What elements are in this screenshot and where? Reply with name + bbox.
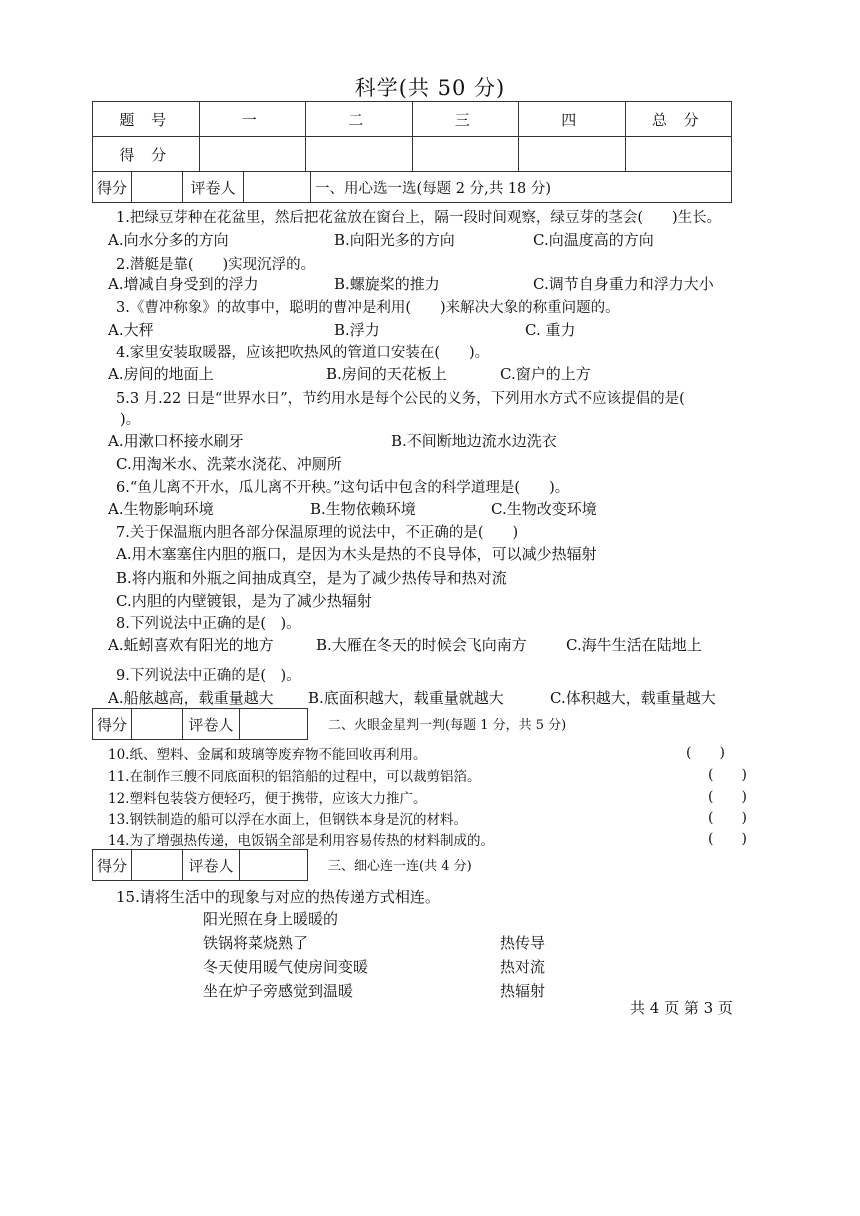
option: A.向水分多的方向	[108, 231, 229, 249]
question-4: 4.家里安装取暖器，应该把吹热风的管道口安装在( )。	[116, 345, 490, 361]
score-header-cell: 三	[412, 102, 519, 137]
grader-reviewer-label: 评卷人	[183, 172, 244, 202]
option: C.调节自身重力和浮力大小	[533, 275, 714, 293]
score-cell-empty[interactable]	[519, 137, 626, 172]
option: A.船舷越高，载重量越大	[108, 689, 274, 707]
grader-score-label: 得分	[93, 850, 132, 880]
grader-box-section-3	[92, 849, 308, 881]
option: B.不间断地边流水边洗衣	[391, 432, 557, 450]
grader-score-label: 得分	[93, 709, 132, 739]
question-2: 2.潜艇是靠( )实现沉浮的。	[116, 257, 316, 273]
option: C.体积越大，载重量越大	[550, 689, 716, 707]
question-6: 6.“鱼儿离不开水，瓜儿离不开秧。”这句话中包含的科学道理是( )。	[116, 480, 570, 496]
grader-reviewer-label: 评卷人	[183, 709, 240, 739]
option: B.螺旋桨的推力	[334, 275, 440, 293]
option: A.增减自身受到的浮力	[108, 275, 259, 293]
answer-paren[interactable]: ( )	[686, 745, 725, 761]
question-3: 3.《曹冲称象》的故事中，聪明的曹冲是利用( )来解决大象的称重问题的。	[116, 300, 620, 316]
answer-paren[interactable]: ( )	[708, 831, 747, 847]
tf-question-10: 10.纸、塑料、金属和玻璃等废弃物不能回收再利用。	[108, 747, 427, 763]
option: C.生物改变环境	[491, 500, 597, 518]
option: A.生物影响环境	[108, 500, 214, 518]
grader-score-cell[interactable]	[132, 709, 183, 739]
option: C.内胆的内壁镀银，是为了减少热辐射	[116, 592, 372, 610]
score-table-score-row	[93, 137, 732, 172]
grader-score-cell[interactable]	[132, 850, 183, 880]
question-5-continued: )。	[120, 412, 141, 428]
score-header-cell: 二	[306, 102, 413, 137]
option: B.向阳光多的方向	[334, 231, 455, 249]
tf-question-12: 12.塑料包装袋方便轻巧，便于携带，应该大力推广。	[108, 791, 427, 807]
section-2-heading: 二、火眼金星判一判(每题 1 分，共 5 分)	[328, 718, 567, 733]
answer-paren[interactable]: ( )	[708, 810, 747, 826]
match-right-item[interactable]: 热对流	[500, 958, 546, 976]
page-footer: 共 4 页 第 3 页	[630, 999, 733, 1017]
question-15: 15.请将生活中的现象与对应的热传递方式相连。	[116, 888, 440, 906]
match-left-item[interactable]: 冬天使用暖气使房间变暖	[203, 958, 369, 976]
match-right-item[interactable]: 热传导	[500, 934, 546, 952]
option: B.浮力	[334, 321, 380, 339]
option: C.向温度高的方向	[533, 231, 654, 249]
question-8: 8.下列说法中正确的是( )。	[116, 616, 301, 632]
score-header-cell: 题 号	[93, 102, 200, 137]
answer-paren[interactable]: ( )	[708, 767, 747, 783]
grader-reviewer-cell[interactable]	[240, 709, 307, 739]
grader-reviewer-label: 评卷人	[183, 850, 240, 880]
section-3-heading: 三、细心连一连(共 4 分)	[328, 859, 472, 874]
grader-reviewer-cell[interactable]	[240, 850, 307, 880]
score-header-cell: 总 分	[625, 102, 732, 137]
option: A.房间的地面上	[108, 365, 214, 383]
match-left-item[interactable]: 坐在炉子旁感觉到温暖	[203, 982, 354, 1000]
grader-reviewer-cell[interactable]	[244, 172, 311, 202]
score-table	[92, 101, 732, 172]
question-7: 7.关于保温瓶内胆各部分保温原理的说法中，不正确的是( )	[116, 525, 519, 541]
match-right-item[interactable]: 热辐射	[500, 982, 546, 1000]
option: C.海牛生活在陆地上	[566, 636, 702, 654]
option: C.用淘米水、洗菜水浇花、冲厕所	[116, 455, 342, 473]
section-1-heading: 一、用心选一选(每题 2 分,共 18 分)	[315, 180, 552, 197]
grader-box-section-2	[92, 708, 308, 740]
answer-paren[interactable]: ( )	[708, 789, 747, 805]
option: B.底面积越大，载重量就越大	[308, 689, 504, 707]
score-header-cell: 一	[199, 102, 306, 137]
score-header-cell: 四	[519, 102, 626, 137]
option: B.大雁在冬天的时候会飞向南方	[316, 636, 527, 654]
match-left-item[interactable]: 阳光照在身上暖暖的	[203, 910, 339, 928]
option: B.将内瓶和外瓶之间抽成真空，是为了减少热传导和热对流	[116, 569, 507, 587]
tf-question-11: 11.在制作三艘不同底面积的铝箔船的过程中，可以裁剪铝箔。	[108, 769, 481, 785]
option: C. 重力	[525, 321, 576, 339]
score-cell-empty[interactable]	[306, 137, 413, 172]
tf-question-13: 13.钢铁制造的船可以浮在水面上，但钢铁本身是沉的材料。	[108, 812, 467, 828]
score-cell-empty[interactable]	[199, 137, 306, 172]
score-table-header-row	[93, 102, 732, 137]
question-9: 9.下列说法中正确的是( )。	[116, 668, 301, 684]
score-row-label: 得 分	[93, 137, 200, 172]
grader-score-label: 得分	[93, 172, 132, 202]
question-5: 5.3 月.22 日是“世界水日”，节约用水是每个公民的义务，下列用水方式不应该提倡的是(	[116, 391, 685, 407]
question-1: 1.把绿豆芽种在花盆里，然后把花盆放在窗台上，隔一段时间观察，绿豆芽的茎会( )生长。	[116, 210, 722, 226]
option: A.大秤	[108, 321, 154, 339]
score-cell-empty[interactable]	[412, 137, 519, 172]
option: A.蚯蚓喜欢有阳光的地方	[108, 636, 274, 654]
grader-box-section-1	[92, 171, 732, 203]
option: C.窗户的上方	[500, 365, 591, 383]
match-left-item[interactable]: 铁锅将菜烧熟了	[203, 934, 309, 952]
tf-question-14: 14.为了增强热传递，电饭锅全部是利用容易传热的材料制成的。	[108, 833, 494, 849]
score-cell-empty[interactable]	[625, 137, 732, 172]
grader-score-cell[interactable]	[132, 172, 183, 202]
option: A.用木塞塞住内胆的瓶口，是因为木头是热的不良导体，可以减少热辐射	[116, 545, 597, 563]
page-title: 科学(共 50 分)	[354, 76, 506, 100]
option: B.生物依赖环境	[310, 500, 416, 518]
option: A.用漱口杯接水刷牙	[108, 432, 244, 450]
option: B.房间的天花板上	[326, 365, 447, 383]
